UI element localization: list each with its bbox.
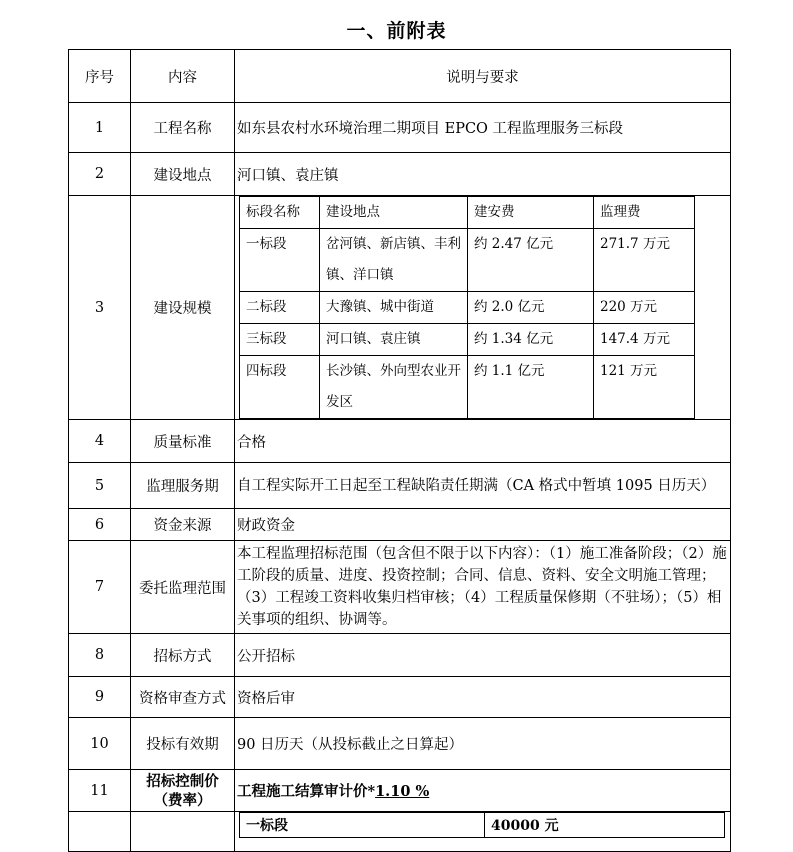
table-row — [69, 718, 731, 770]
scale-row — [240, 324, 695, 356]
table-row — [69, 634, 731, 677]
row-no: 9 — [69, 677, 131, 718]
scale-cost: 约 2.0 亿元 — [468, 292, 594, 324]
fee-amount: 40000 元 — [485, 813, 725, 838]
scale-row — [240, 229, 695, 292]
row-item — [131, 770, 235, 812]
scale-row — [240, 356, 695, 419]
scale-fee: 220 万元 — [594, 292, 695, 324]
table-row — [69, 812, 731, 852]
row-desc: 本工程监理招标范围（包含但不限于以下内容）：（1）施工准备阶段；（2）施工阶段的质量、进度、投资控制；合同、信息、资料、安全文明施工管理；（3）工程竣工资料收集归档审核；（4）工程质量保修期（不驻场）；（5）相关事项的组织、协调等。 — [235, 541, 731, 634]
rate-value: 1.10 % — [375, 783, 430, 800]
header-no: 序号 — [69, 50, 131, 103]
fee-table — [239, 812, 725, 838]
header-desc: 说明与要求 — [235, 50, 731, 103]
scale-header-row — [240, 197, 695, 229]
scale-header-cost: 建安费 — [468, 197, 594, 229]
row-no: 2 — [69, 153, 131, 196]
fee-section: 一标段 — [240, 813, 485, 838]
scale-section: 三标段 — [240, 324, 320, 356]
row-item: 质量标准 — [131, 420, 235, 463]
row-no: 8 — [69, 634, 131, 677]
scale-header-location: 建设地点 — [320, 197, 468, 229]
scale-location: 河口镇、袁庄镇 — [320, 324, 468, 356]
row-desc: 资格后审 — [235, 677, 731, 718]
row-no: 5 — [69, 463, 131, 509]
row-item: 工程名称 — [131, 103, 235, 153]
scale-section: 一标段 — [240, 229, 320, 292]
table-row — [69, 420, 731, 463]
row-item-empty — [131, 812, 235, 852]
scale-fee: 121 万元 — [594, 356, 695, 419]
scale-header-section: 标段名称 — [240, 197, 320, 229]
row-item: 建设规模 — [131, 196, 235, 420]
row-no: 3 — [69, 196, 131, 420]
scale-fee: 271.7 万元 — [594, 229, 695, 292]
row-no: 7 — [69, 541, 131, 634]
table-row — [69, 770, 731, 812]
row-desc: 自工程实际开工日起至工程缺陷责任期满（CA 格式中暂填 1095 日历天） — [235, 463, 731, 509]
row-desc — [235, 770, 731, 812]
table-row — [69, 677, 731, 718]
row-item: 资格审查方式 — [131, 677, 235, 718]
table-row — [69, 103, 731, 153]
scale-cost: 约 2.47 亿元 — [468, 229, 594, 292]
scale-location: 长沙镇、外向型农业开发区 — [320, 356, 468, 419]
row-desc: 合格 — [235, 420, 731, 463]
table-row — [69, 153, 731, 196]
row-no: 10 — [69, 718, 131, 770]
scale-fee: 147.4 万元 — [594, 324, 695, 356]
table-row — [69, 541, 731, 634]
row-item: 资金来源 — [131, 509, 235, 541]
scale-cell — [235, 196, 731, 420]
row-no-empty — [69, 812, 131, 852]
row-desc: 90 日历天（从投标截止之日算起） — [235, 718, 731, 770]
fee-row — [240, 813, 725, 838]
front-table — [68, 49, 731, 852]
row-no: 11 — [69, 770, 131, 812]
fee-cell — [235, 812, 731, 852]
scale-section: 二标段 — [240, 292, 320, 324]
scale-cost: 约 1.1 亿元 — [468, 356, 594, 419]
row-item: 招标方式 — [131, 634, 235, 677]
scale-table — [239, 196, 695, 419]
row-item: 监理服务期 — [131, 463, 235, 509]
scale-cost: 约 1.34 亿元 — [468, 324, 594, 356]
row-no: 4 — [69, 420, 131, 463]
rate-prefix: 工程施工结算审计价* — [237, 783, 376, 800]
row-desc: 如东县农村水环境治理二期项目 EPCO 工程监理服务三标段 — [235, 103, 731, 153]
scale-location: 岔河镇、新店镇、丰利镇、洋口镇 — [320, 229, 468, 292]
row-item: 委托监理范围 — [131, 541, 235, 634]
page-title: 一、前附表 — [346, 20, 447, 42]
scale-section: 四标段 — [240, 356, 320, 419]
row-desc: 公开招标 — [235, 634, 731, 677]
row-item: 建设地点 — [131, 153, 235, 196]
row-item-line2: （费率） — [153, 791, 212, 809]
row-desc: 财政资金 — [235, 509, 731, 541]
row-desc: 河口镇、袁庄镇 — [235, 153, 731, 196]
row-item: 投标有效期 — [131, 718, 235, 770]
table-row — [69, 509, 731, 541]
table-row — [69, 196, 731, 420]
row-item-line1: 招标控制价 — [146, 772, 219, 790]
scale-header-fee: 监理费 — [594, 197, 695, 229]
table-header-row — [69, 50, 731, 103]
row-no: 1 — [69, 103, 131, 153]
header-item: 内容 — [131, 50, 235, 103]
table-row — [69, 463, 731, 509]
row-no: 6 — [69, 509, 131, 541]
scale-location: 大豫镇、城中街道 — [320, 292, 468, 324]
scale-row — [240, 292, 695, 324]
